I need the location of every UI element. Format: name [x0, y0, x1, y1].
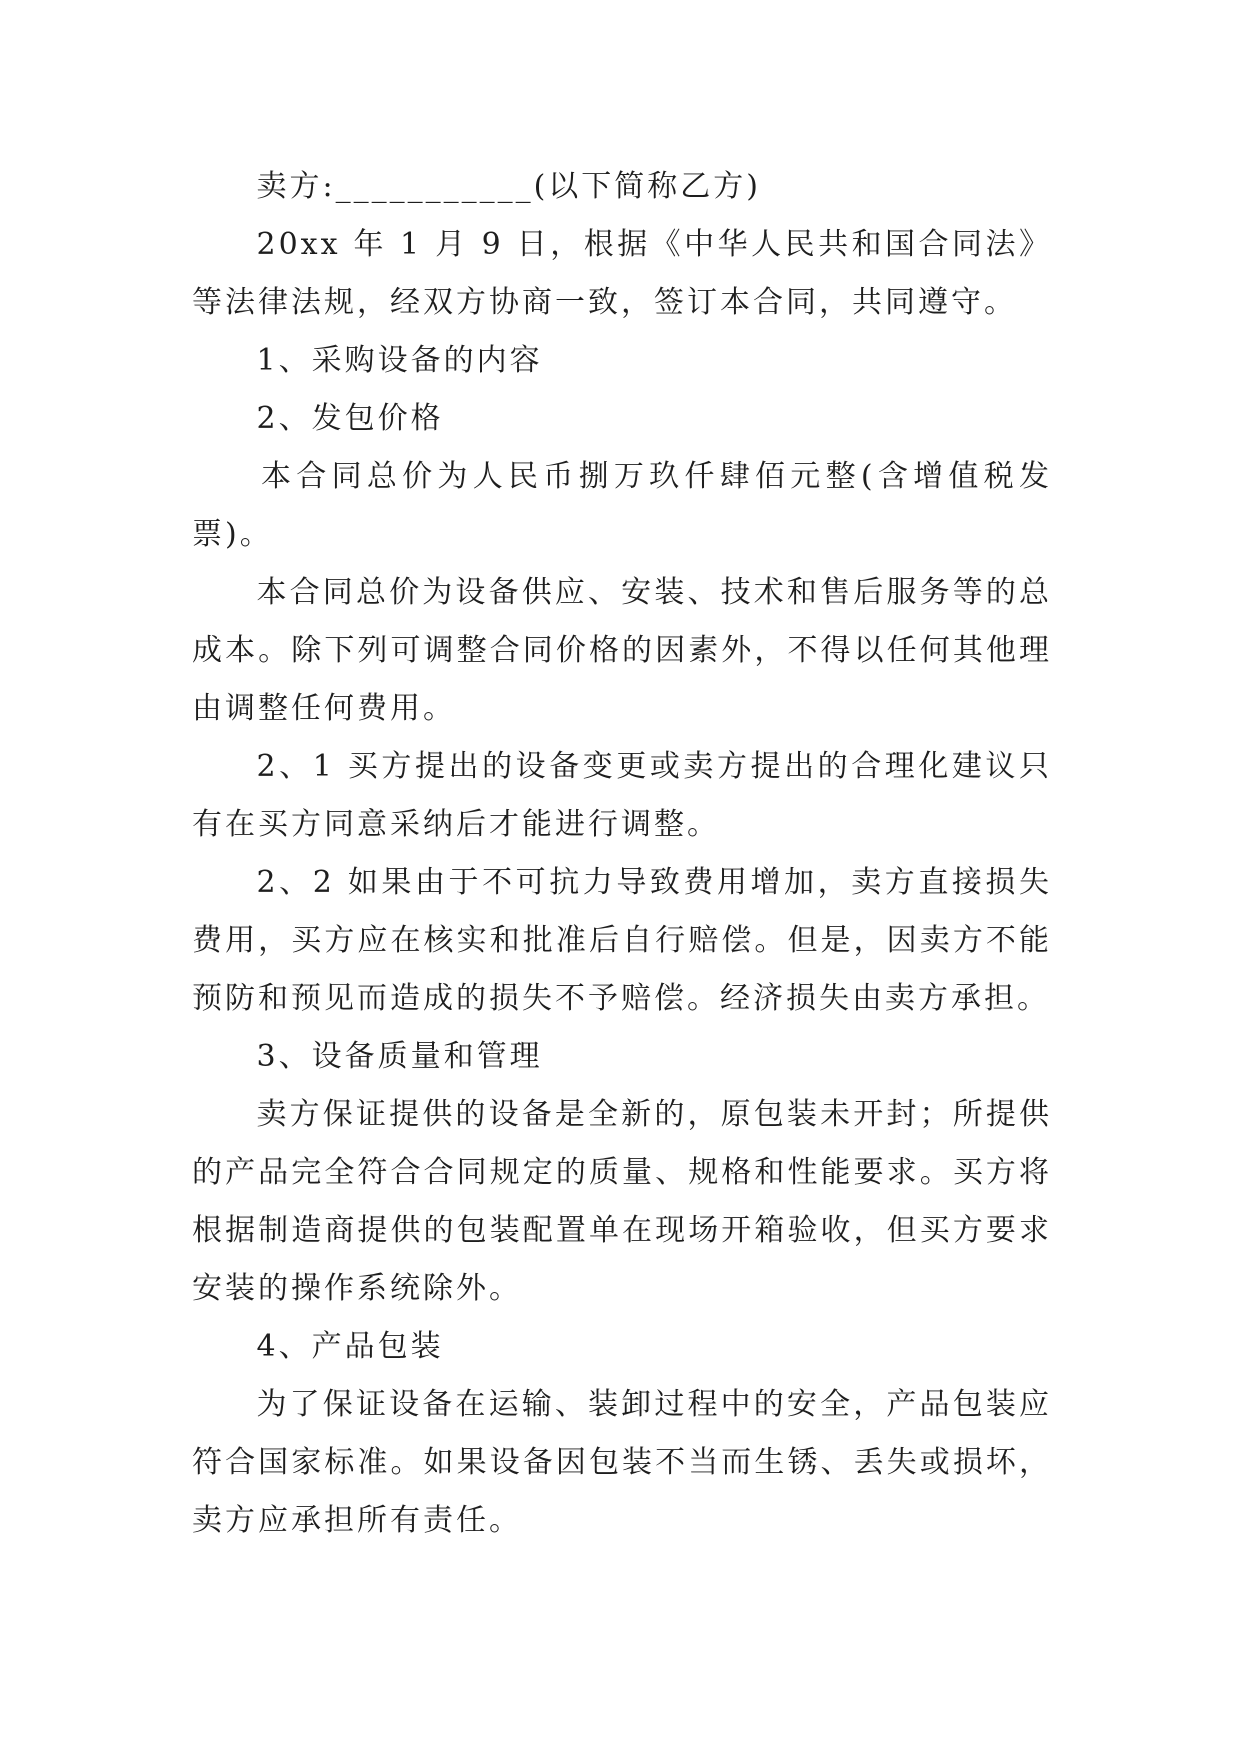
section-heading-contract-price: 2、发包价格	[256, 401, 444, 436]
section-heading-product-packaging: 4、产品包装	[256, 1329, 444, 1364]
seller-line: 卖方:___________(以下简称乙方)	[256, 169, 762, 204]
section-heading-equipment-content: 1、采购设备的内容	[256, 343, 543, 378]
section-heading-quality-management: 3、设备质量和管理	[256, 1039, 543, 1074]
document-body	[192, 158, 1052, 1550]
total-cost-paragraph: 本合同总价为设备供应、安装、技术和售后服务等的总成本。除下列可调整合同价格的因素外，不得以任何其他理由调整任何费用。	[192, 575, 1052, 726]
contract-intro-paragraph: 20xx 年 1 月 9 日，根据《中华人民共和国合同法》等法律法规，经双方协商一致，签订本合同，共同遵守。	[192, 227, 1052, 320]
packaging-paragraph: 为了保证设备在运输、装卸过程中的安全，产品包装应符合国家标准。如果设备因包装不当而生锈、丢失或损坏，卖方应承担所有责任。	[192, 1387, 1052, 1538]
quality-guarantee-paragraph: 卖方保证提供的设备是全新的，原包装未开封；所提供的产品完全符合合同规定的质量、规格和性能要求。买方将根据制造商提供的包装配置单在现场开箱验收，但买方要求安装的操作系统除外。	[192, 1097, 1052, 1306]
clause-2-1-paragraph: 2、1 买方提出的设备变更或卖方提出的合理化建议只有在买方同意采纳后才能进行调整。	[192, 749, 1052, 842]
total-price-paragraph: 本合同总价为人民币捌万玖仟肆佰元整(含增值税发票)。	[192, 459, 1052, 552]
clause-2-2-paragraph: 2、2 如果由于不可抗力导致费用增加，卖方直接损失费用，买方应在核实和批准后自行赔偿。但是，因卖方不能预防和预见而造成的损失不予赔偿。经济损失由卖方承担。	[192, 865, 1052, 1016]
